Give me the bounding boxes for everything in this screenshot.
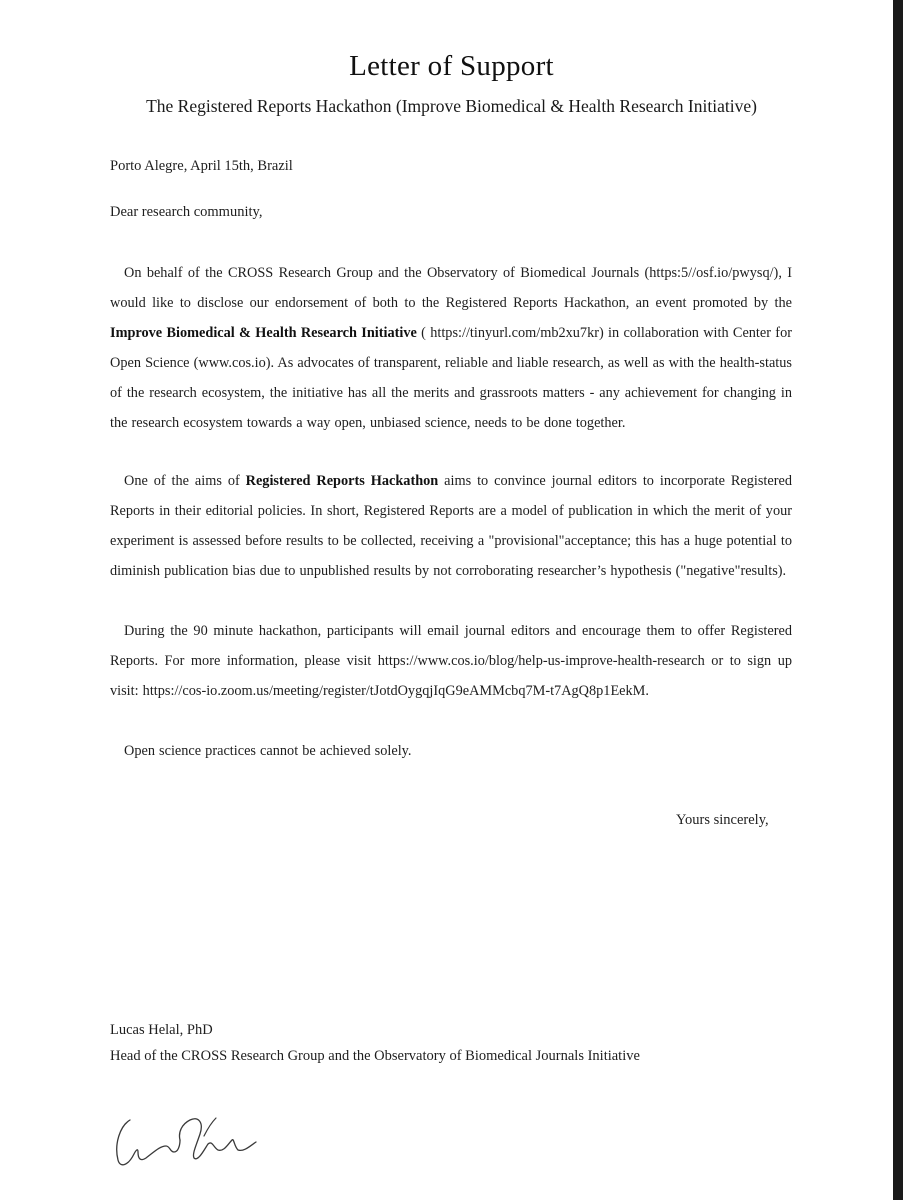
signature-stroke xyxy=(204,1118,216,1136)
signatory-role: Head of the CROSS Research Group and the Observatory of Biomedical Journals Initiative xyxy=(110,1048,640,1064)
body-paragraph-3: During the 90 minute hackathon, participants will email journal editors and encourage them to offer Registered Reports. For more information, please visit https://www.cos.io/blog/help-us-improve-health-research or to sign up visit: https://cos-io.zoom.us/meeting/register/tJotdOygqjIqG9eAMMcbq7M-t7AgQ8p1EekM. xyxy=(110,623,792,699)
handwritten-signature xyxy=(108,1106,268,1176)
signature-stroke xyxy=(117,1120,180,1165)
paragraph-text: One of the aims of xyxy=(124,473,246,489)
paragraph-text: aims to convince journal editors to incorporate Registered Reports in their editorial policies. In short, Registered Reports are a model of publication in which the merit of your experiment is assessed before results to be collected, receiving a "provisional"acceptance; this has a huge potential to diminish publication bias due to unpublished results by not corroborating researcher’s hypothesis ("negative"results). xyxy=(110,473,792,579)
page-edge-border xyxy=(893,0,903,1200)
paragraph-text: On behalf of the CROSS Research Group and the Observatory of Biomedical Journals (https:5//osf.io/pwysq/), I would like to disclose our endorsement of both to the Registered Reports Hackathon, an event promoted by the xyxy=(110,265,792,311)
letter-subtitle: The Registered Reports Hackathon (Improve Biomedical & Health Research Initiative) xyxy=(146,96,757,116)
body-paragraph-2 xyxy=(110,466,792,586)
salutation: Dear research community, xyxy=(110,204,263,220)
hackathon-name-bold: Registered Reports Hackathon xyxy=(245,473,439,489)
place-date: Porto Alegre, April 15th, Brazil xyxy=(110,158,293,174)
closing: Yours sincerely, xyxy=(676,812,769,828)
signature-stroke xyxy=(179,1119,256,1159)
initiative-name-bold: Improve Biomedical & Health Research Initiative xyxy=(110,325,417,341)
letter-title: Letter of Support xyxy=(349,50,554,82)
body-paragraph-1 xyxy=(110,258,792,438)
paragraph-text: ( https://tinyurl.com/mb2xu7kr) in collaboration with Center for Open Science (www.cos.io). As advocates of transparent, reliable and liable research, as well as with the health-status of the research ecosystem, the initiative has all the merits and grassroots matters - any achievement for changing in the research ecosystem towards a way open, unbiased science, needs to be done together. xyxy=(110,325,792,431)
signatory-name: Lucas Helal, PhD xyxy=(110,1022,213,1038)
body-paragraph-4: Open science practices cannot be achieved solely. xyxy=(124,743,412,759)
